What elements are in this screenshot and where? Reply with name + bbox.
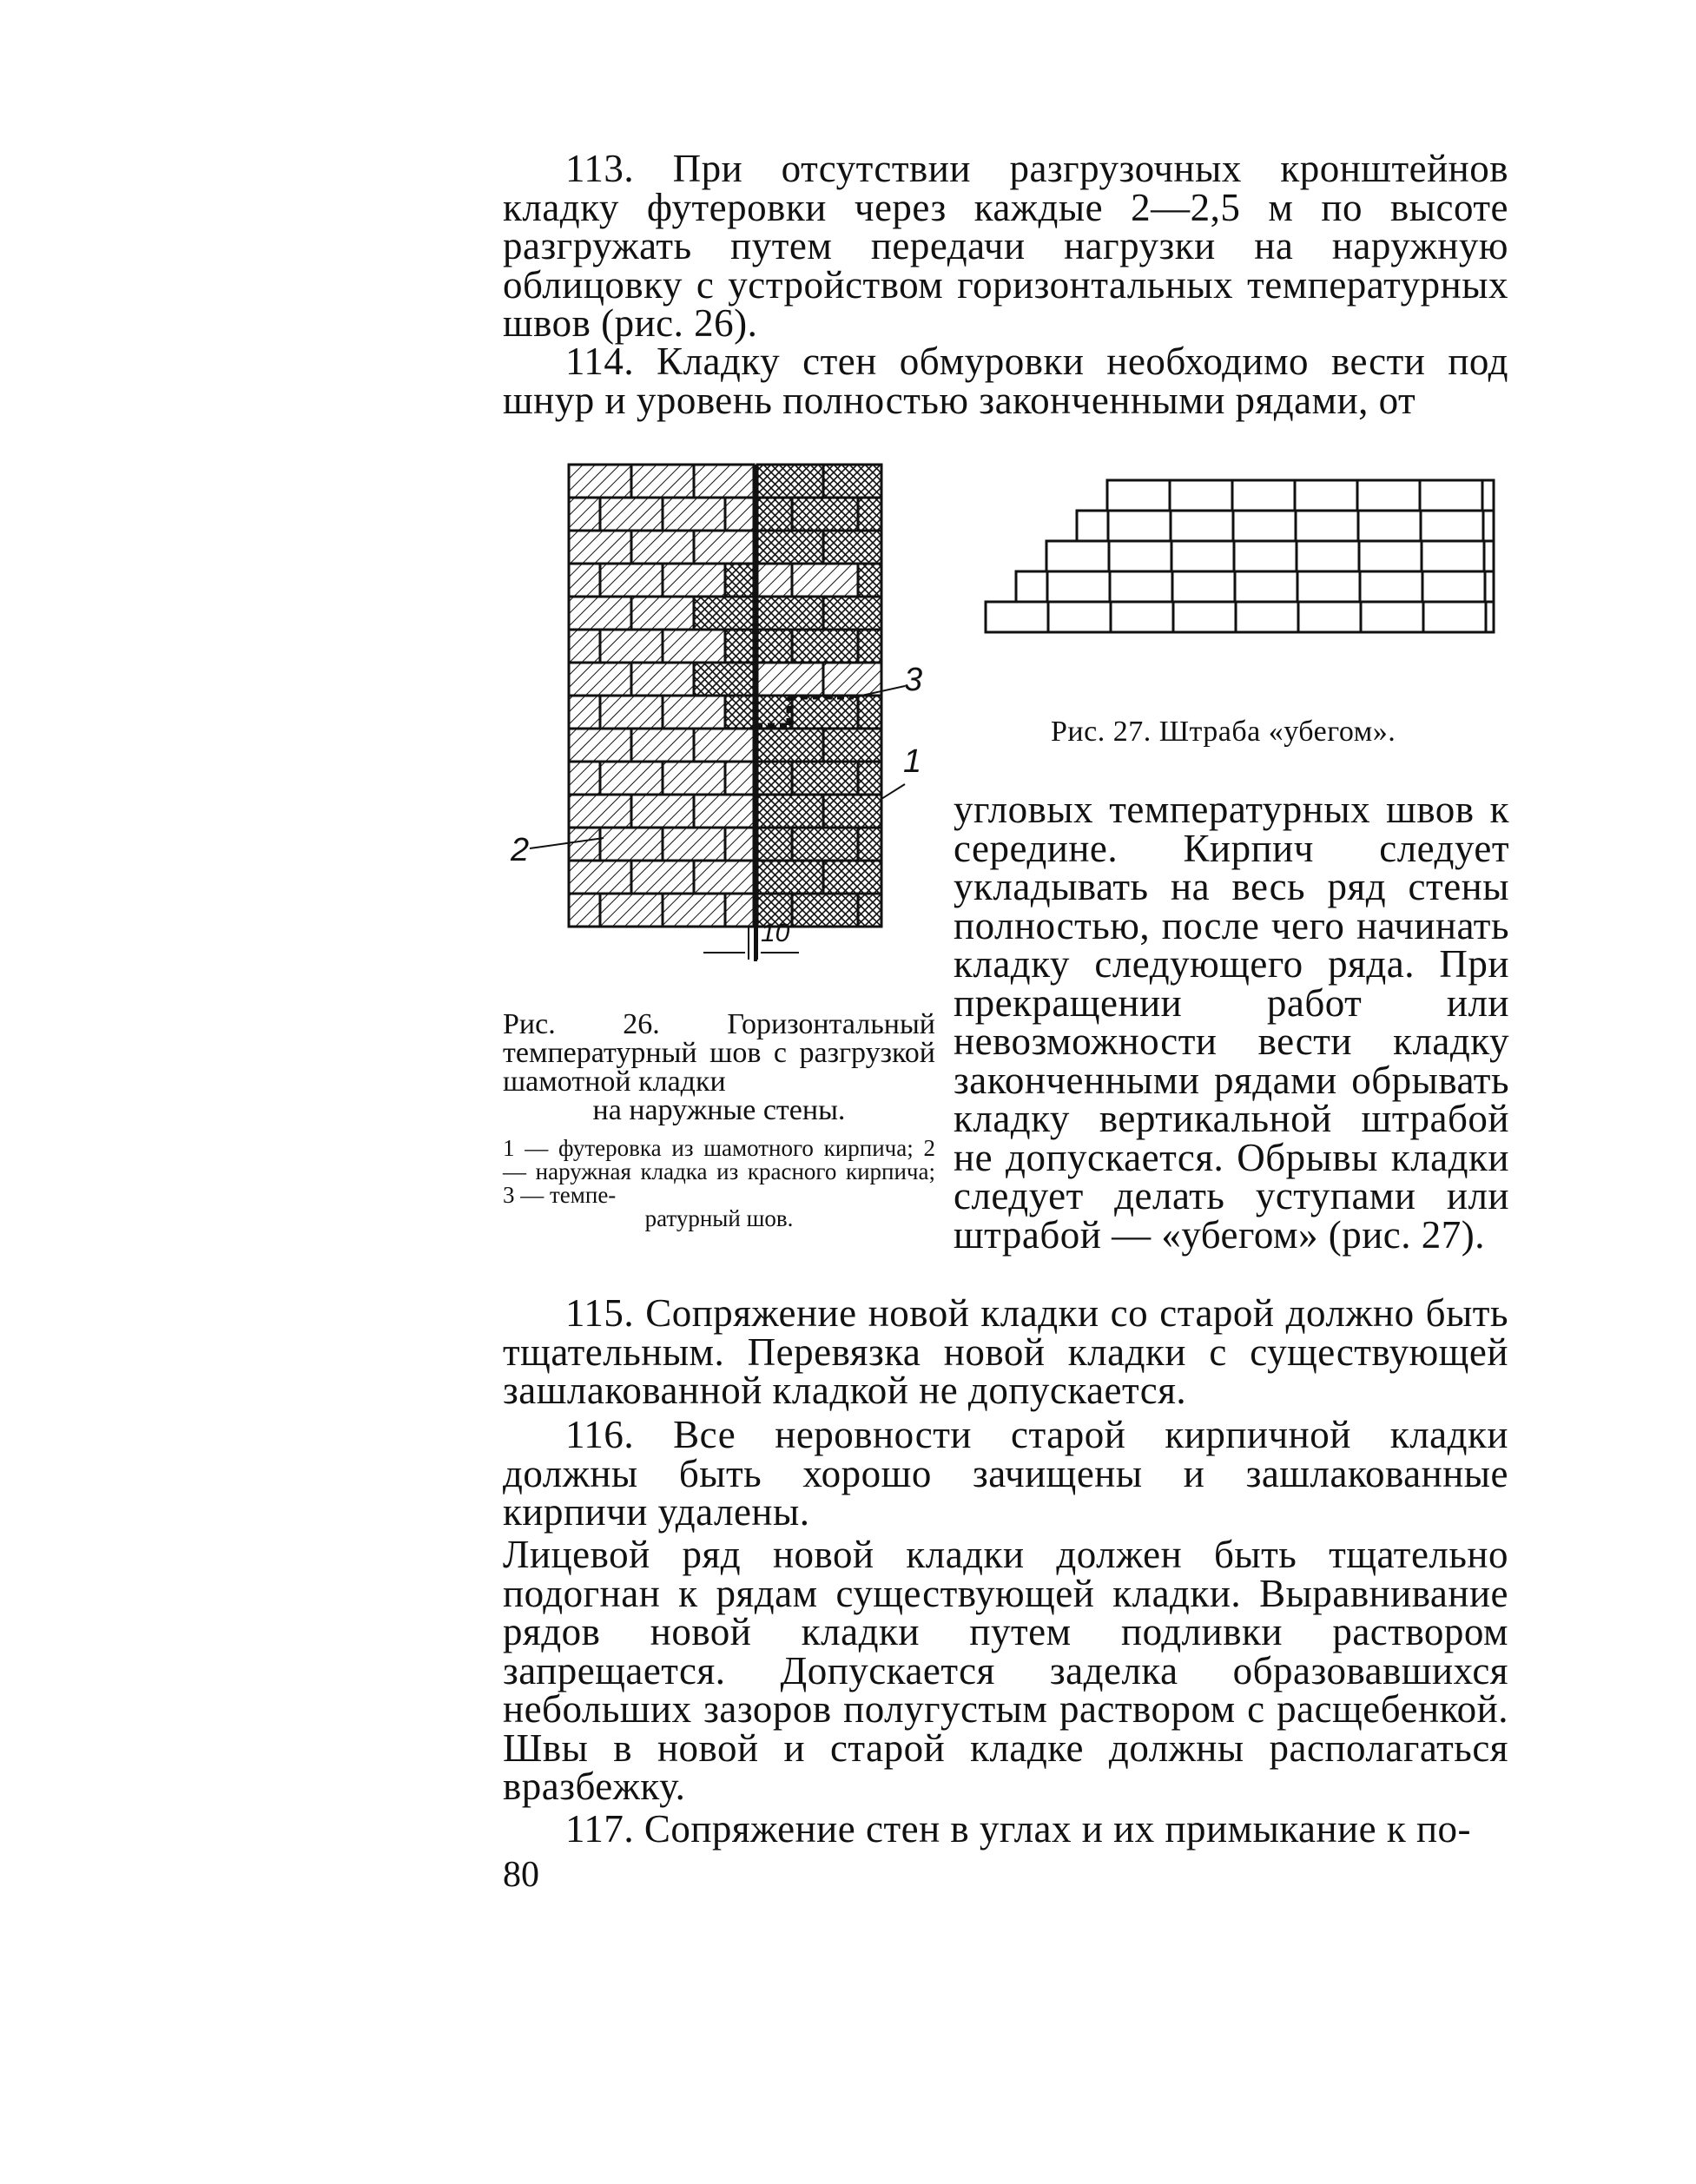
brick-red [631, 531, 694, 564]
brick [1484, 541, 1494, 571]
brick-chamotte [823, 663, 881, 696]
brick-red [663, 630, 725, 663]
paragraph-115: 115. Сопряжение новой кладки со старой должно быть тщательным. Перевязка новой кладки с существующей зашлакованной кладкой не допускается. [503, 1291, 1508, 1412]
brick [1297, 541, 1359, 571]
brick-red [663, 564, 725, 597]
paragraph-113: 113. При отсутствии разгрузочных кронштейнов кладку футеровки через каждые 2—2,5 м по высоте разгружать путем передачи нагрузки на наружную облицовку с устройством горизонтальных температурных швов (рис. 26). [503, 147, 1508, 345]
figure-26-caption [503, 1010, 935, 1125]
brick-chamotte [823, 597, 881, 630]
brick [1296, 511, 1358, 541]
brick-red [631, 795, 694, 828]
brick-chamotte [792, 828, 858, 861]
brick-red [663, 762, 725, 795]
brick-red [694, 729, 754, 762]
brick-red [569, 828, 600, 861]
brick-chamotte [757, 531, 823, 564]
brick-red [569, 630, 600, 663]
figure-27-caption: Рис. 27. Штраба «убегом». [1051, 716, 1396, 748]
brick [1421, 511, 1483, 541]
brick-chamotte [792, 498, 858, 531]
brick-red [725, 762, 754, 795]
brick-red [694, 663, 754, 696]
brick-chamotte [792, 564, 858, 597]
brick-red [569, 531, 631, 564]
brick [1295, 480, 1357, 511]
brick-red [569, 564, 600, 597]
brick-chamotte [858, 498, 881, 531]
brick-chamotte [757, 630, 792, 663]
brick-chamotte [757, 597, 823, 630]
brick [1486, 602, 1494, 632]
brick-red [600, 762, 663, 795]
figure-26-caption-title: Рис. 26. Горизонтальный температурный шов с разгрузкой шамотной кладки [503, 1008, 935, 1098]
brick [1360, 571, 1422, 602]
brick-chamotte [823, 465, 881, 498]
figure-26-label-2: 2 [511, 832, 530, 868]
brick [1172, 571, 1235, 602]
brick-red [569, 498, 600, 531]
brick-red [600, 828, 663, 861]
brick-red [569, 597, 631, 630]
brick [1361, 602, 1423, 632]
brick [1232, 480, 1295, 511]
brick [1483, 511, 1494, 541]
brick-chamotte [823, 531, 881, 564]
figure-26-legend [503, 1137, 935, 1231]
brick-red [569, 795, 631, 828]
brick-chamotte [757, 795, 823, 828]
brick-chamotte [858, 828, 881, 861]
brick-red [569, 696, 600, 729]
brick-red [600, 564, 663, 597]
brick-chamotte [792, 762, 858, 795]
brick [1110, 571, 1172, 602]
brick [1234, 541, 1297, 571]
brick [1046, 541, 1109, 571]
brick-chamotte [792, 696, 858, 729]
brick-red [569, 894, 600, 927]
brick [1109, 541, 1171, 571]
brick [1482, 480, 1494, 511]
brick [1359, 541, 1422, 571]
brick-red [600, 498, 663, 531]
brick-chamotte [792, 630, 858, 663]
leader-1 [881, 784, 905, 799]
brick-red [663, 828, 725, 861]
brick-chamotte [858, 894, 881, 927]
brick [1358, 511, 1421, 541]
brick-red [725, 696, 754, 729]
paragraph-116-continued: Лицевой ряд новой кладки должен быть тщательно подогнан к рядам существующей кладки. Выравнивание рядов новой кладки путем подливки раствором запрещается. Допускается заделка образовавшихся небольших зазоров полугустым раствором с расщебенкой. Швы в новой и старой кладке должны располагаться вразбежку. [503, 1533, 1508, 1808]
brick-red [569, 762, 600, 795]
brick-chamotte [757, 828, 792, 861]
brick [1077, 511, 1108, 541]
page-number: 80 [503, 1855, 539, 1895]
figure-26-caption-end: на наружные стены. [592, 1094, 846, 1126]
brick [1233, 511, 1296, 541]
brick [1420, 480, 1482, 511]
brick-chamotte [823, 729, 881, 762]
brick-red [725, 894, 754, 927]
brick-chamotte [757, 861, 823, 894]
brick-red [631, 465, 694, 498]
brick-chamotte [858, 564, 881, 597]
brick-red [663, 696, 725, 729]
brick-red [631, 597, 694, 630]
brick-chamotte [757, 465, 823, 498]
figure-26-drawing [521, 465, 938, 968]
brick-red [631, 861, 694, 894]
figure-26-legend-main: 1 — футеровка из шамотного кирпича; 2 — наружная кладка из красного кирпича; 3 — темпе- [503, 1135, 935, 1208]
brick [1297, 571, 1360, 602]
paragraph-117: 117. Сопряжение стен в углах и их примыкание к по- [565, 1807, 1472, 1851]
brick-chamotte [823, 861, 881, 894]
brick [1107, 480, 1170, 511]
brick-chamotte [757, 663, 823, 696]
brick-red [600, 696, 663, 729]
brick [986, 602, 1048, 632]
brick-red [694, 465, 754, 498]
brick [1108, 511, 1171, 541]
brick-red [569, 465, 631, 498]
brick [1485, 571, 1494, 602]
brick-chamotte [858, 696, 881, 729]
brick-chamotte [757, 564, 792, 597]
brick-red [600, 894, 663, 927]
brick-red [694, 597, 754, 630]
brick [1047, 571, 1110, 602]
brick-red [569, 663, 631, 696]
brick-red [725, 564, 754, 597]
brick-red [569, 729, 631, 762]
brick-red [631, 663, 694, 696]
brick-red [600, 630, 663, 663]
brick-chamotte [757, 762, 792, 795]
brick-red [569, 861, 631, 894]
brick-red [694, 795, 754, 828]
figure-26-label-3: 3 [904, 662, 923, 698]
brick [1422, 541, 1484, 571]
brick-chamotte [823, 795, 881, 828]
brick [1016, 571, 1047, 602]
brick-chamotte [757, 729, 823, 762]
brick [1048, 602, 1111, 632]
brick-red [694, 531, 754, 564]
brick [1170, 480, 1232, 511]
brick [1173, 602, 1236, 632]
brick [1236, 602, 1298, 632]
brick [1171, 541, 1234, 571]
figure-26-dimension: 10 [761, 919, 790, 947]
figure-26-legend-end: ратурный шов. [644, 1205, 794, 1231]
brick-red [663, 498, 725, 531]
brick [1357, 480, 1420, 511]
brick [1423, 602, 1486, 632]
brick [1111, 602, 1173, 632]
figure-26-label-1: 1 [903, 743, 922, 780]
figure-27-drawing [981, 478, 1502, 643]
brick-red [631, 729, 694, 762]
brick [1171, 511, 1233, 541]
brick-chamotte [792, 894, 858, 927]
paragraph-116: 116. Все неровности старой кирпичной кладки должны быть хорошо зачищены и зашлакованные кирпичи удалены. [503, 1413, 1508, 1534]
brick-red [725, 630, 754, 663]
brick [1422, 571, 1485, 602]
brick-red [725, 498, 754, 531]
paragraph-114-start: 114. Кладку стен обмуровки необходимо вести под шнур и уровень полностью законченными рядами, от [503, 340, 1508, 422]
brick-chamotte [858, 630, 881, 663]
brick-chamotte [757, 498, 792, 531]
brick [1298, 602, 1361, 632]
paragraph-114-continued: угловых температурных швов к середине. Кирпич следует укладывать на весь ряд стены полностью, после чего начинать кладку следующего ряда. При прекращении работ или невозможности вести кладку законченными рядами обрывать кладку вертикальной штрабой не допускается. Обрывы кладки следует делать уступами или штрабой — «убегом» (рис. 27). [954, 788, 1509, 1257]
brick-chamotte [858, 762, 881, 795]
brick-red [725, 828, 754, 861]
brick [1235, 571, 1297, 602]
brick-red [663, 894, 725, 927]
brick-red [694, 861, 754, 894]
